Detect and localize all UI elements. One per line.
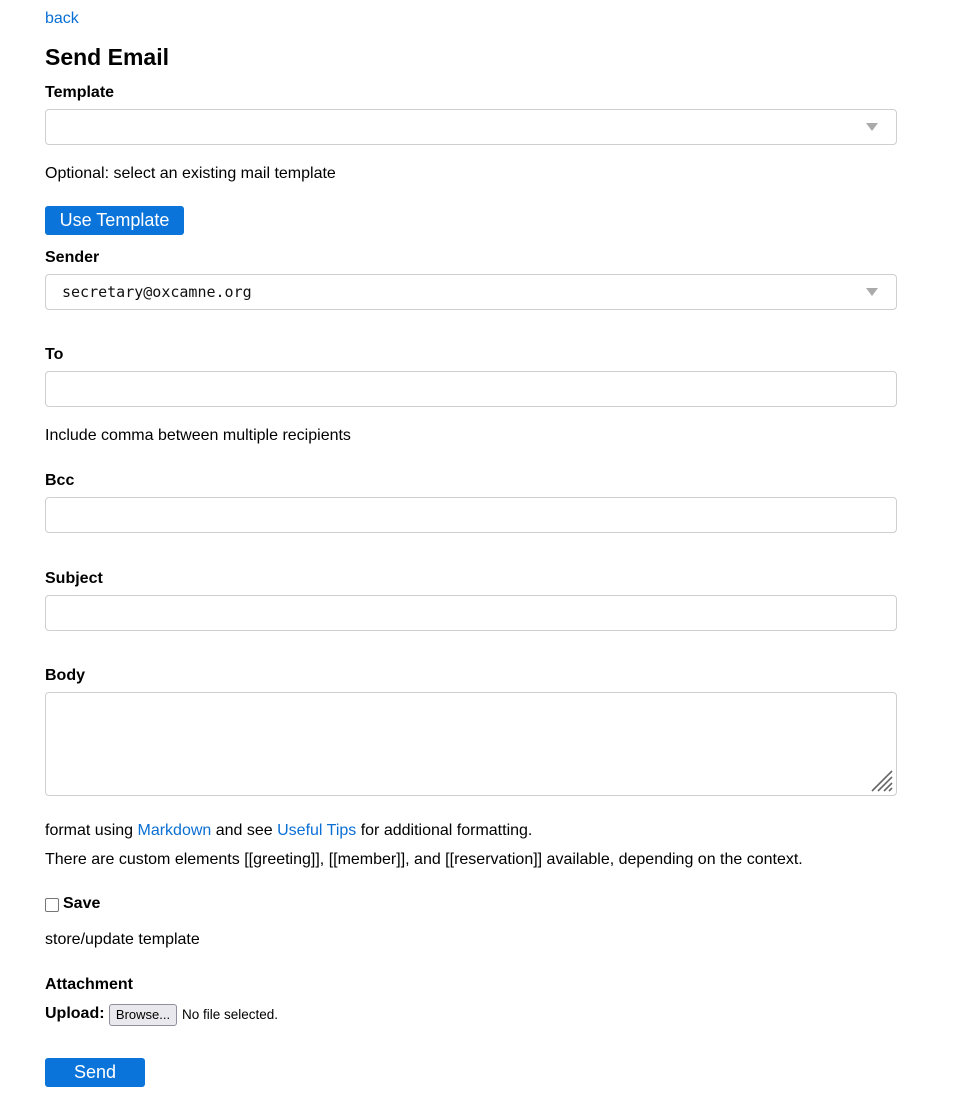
template-help-text: Optional: select an existing mail template [45, 165, 336, 182]
subject-label: Subject [45, 570, 103, 587]
to-help-text: Include comma between multiple recipients [45, 427, 351, 444]
attachment-heading: Attachment [45, 976, 134, 993]
chevron-down-icon [866, 288, 878, 296]
page-title: Send Email [45, 44, 169, 70]
body-help-suffix: for additional formatting. [356, 822, 533, 839]
useful-tips-link[interactable]: Useful Tips [277, 822, 357, 839]
body-label: Body [45, 667, 85, 684]
save-checkbox[interactable] [45, 898, 59, 912]
body-help-middle: and see [211, 822, 278, 839]
save-help-text: store/update template [45, 931, 200, 948]
sender-select[interactable] [45, 274, 897, 310]
sender-selected-value: secretary@oxcamne.org [62, 283, 252, 301]
browse-button[interactable]: Browse... [109, 1004, 177, 1026]
bcc-label: Bcc [45, 472, 75, 489]
custom-elements-note: There are custom elements [[greeting]], [[member]], and [[reservation]] available, depending on the context. [45, 851, 803, 868]
save-label: Save [63, 895, 101, 912]
body-format-help [45, 822, 532, 840]
chevron-down-icon [866, 123, 878, 131]
body-help-prefix: format using [45, 822, 138, 839]
file-status: No file selected. [182, 1007, 279, 1022]
to-label: To [45, 346, 64, 363]
bcc-input[interactable] [45, 497, 897, 533]
resize-handle-icon[interactable] [870, 769, 894, 793]
body-textarea[interactable] [45, 692, 897, 796]
upload-label: Upload: [45, 1005, 105, 1022]
use-template-button[interactable]: Use Template [45, 206, 184, 235]
back-link[interactable]: back [45, 10, 79, 27]
sender-label: Sender [45, 249, 100, 266]
template-select[interactable] [45, 109, 897, 145]
to-input[interactable] [45, 371, 897, 407]
markdown-link[interactable]: Markdown [137, 822, 212, 839]
subject-input[interactable] [45, 595, 897, 631]
template-label: Template [45, 84, 115, 101]
send-button[interactable]: Send [45, 1058, 145, 1087]
